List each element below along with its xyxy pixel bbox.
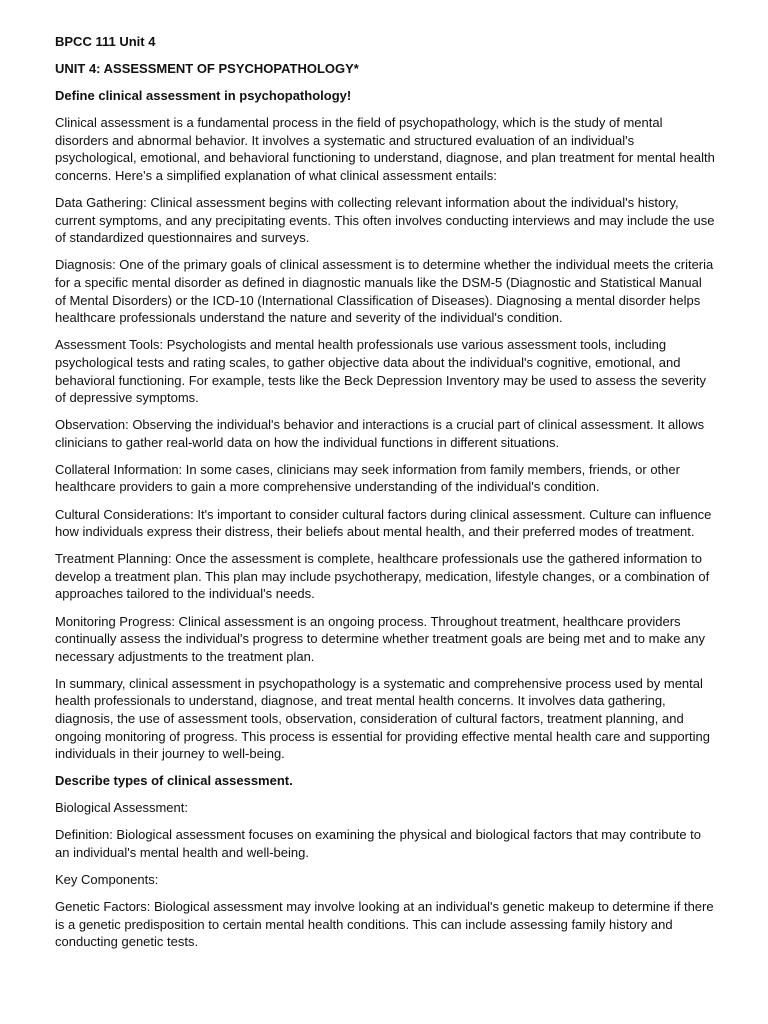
observation-paragraph: Observation: Observing the individual's behavior and interactions is a crucial part of clinical assessment. It allows clinicians to gather real-world data on how the individual functions in different situations. xyxy=(55,417,705,450)
assessment-tools-paragraph: Assessment Tools: Psychologists and mental health professionals use various assessment tools, including psychological tests and rating scales, to gather objective data about the individual's cognitive, emotional, and behavioral functioning. For example, tests like the Beck Depression Inventory may be used to assess the severity of depressive symptoms. xyxy=(55,337,707,406)
diagnosis-paragraph: Diagnosis: One of the primary goals of clinical assessment is to determine whether the individual meets the criteria for a specific mental disorder as defined in diagnostic manuals like the DSM-5 (Diagnostic and Statistical Manual of Mental Disorders) or the ICD-10 (International Classification of Diseases). Diagnosing a mental disorder helps healthcare professionals understand the nature and severity of the individual's condition. xyxy=(55,257,714,326)
data-gathering-paragraph: Data Gathering: Clinical assessment begins with collecting relevant information about the individual's history, current symptoms, and any precipitating events. This often involves conducting interviews and may include the use of standardized questionnaires and surveys. xyxy=(55,195,715,246)
collateral-information-paragraph: Collateral Information: In some cases, clinicians may seek information from family members, friends, or other healthcare providers to gain a more comprehensive understanding of the individual's condition. xyxy=(55,461,680,495)
genetic-factors-paragraph: Genetic Factors: Biological assessment may involve looking at an individual's genetic makeup to determine if there is a genetic predisposition to certain mental health conditions. This can include assessing family history and conducting genetic tests. xyxy=(55,899,714,950)
monitoring-progress-paragraph: Monitoring Progress: Clinical assessment is an ongoing process. Throughout treatment, healthcare providers continually assess the individual's progress to determine whether treatment goals are being met and to make any necessary adjustments to the treatment plan. xyxy=(55,613,705,664)
biological-assessment-heading: Biological Assessment: xyxy=(55,800,188,816)
summary-paragraph: In summary, clinical assessment in psychopathology is a systematic and comprehensive process used by mental health professionals to understand, diagnose, and treat mental health concerns. It involves data gathering, diagnosis, the use of assessment tools, observation, consideration of cultural factors, treatment planning, and ongoing monitoring of progress. This process is essential for providing effective mental health care and supporting individuals in their journey to well-being. xyxy=(55,675,710,762)
cultural-considerations-paragraph: Cultural Considerations: It's important to consider cultural factors during clinical assessment. Culture can influence how individuals express their distress, their beliefs about mental health, and their preferred modes of treatment. xyxy=(55,506,712,540)
unit-title: UNIT 4: ASSESSMENT OF PSYCHOPATHOLOGY* xyxy=(55,61,359,77)
question-heading-define: Define clinical assessment in psychopathology! xyxy=(55,88,352,104)
document-page xyxy=(55,33,715,961)
intro-paragraph: Clinical assessment is a fundamental process in the field of psychopathology, which is the study of mental disorders and abnormal behavior. It involves a systematic and structured evaluation of an individual's psychological, emotional, and behavioral functioning to understand, diagnose, and plan treatment for mental health concerns. Here's a simplified explanation of what clinical assessment entails: xyxy=(55,115,715,184)
treatment-planning-paragraph: Treatment Planning: Once the assessment is complete, healthcare professionals use the gathered information to develop a treatment plan. This plan may include psychotherapy, medication, lifestyle changes, or a combination of approaches tailored to the individual's needs. xyxy=(55,551,710,602)
question-heading-types: Describe types of clinical assessment. xyxy=(55,773,293,789)
document-header: BPCC 111 Unit 4 xyxy=(55,34,156,49)
biological-definition-paragraph: Definition: Biological assessment focuses on examining the physical and biological factors that may contribute to an individual's mental health and well-being. xyxy=(55,827,702,861)
key-components-label: Key Components: xyxy=(55,872,159,888)
